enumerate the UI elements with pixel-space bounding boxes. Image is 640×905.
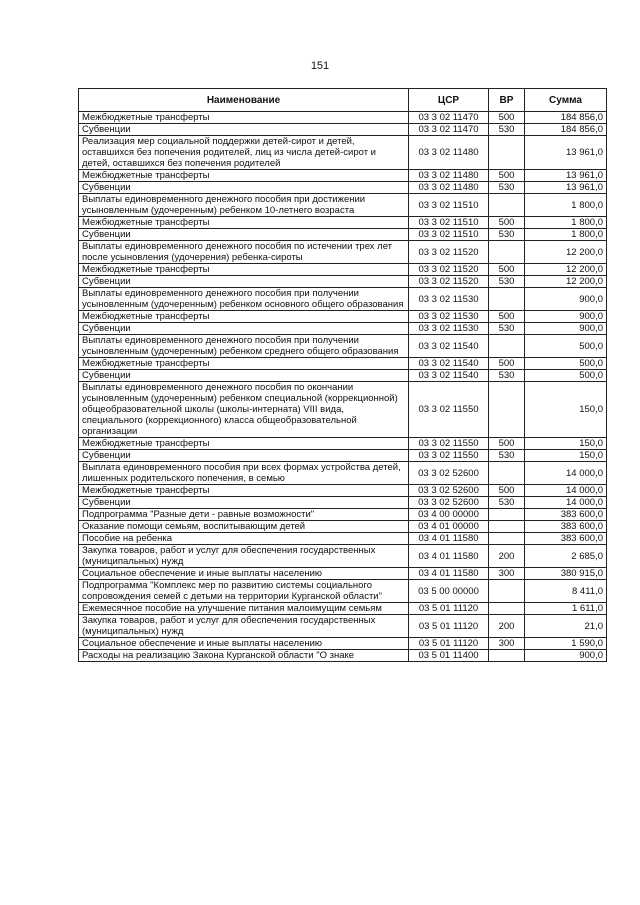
csr-cell: 03 4 01 00000 [409, 521, 489, 533]
csr-cell: 03 3 02 11540 [409, 358, 489, 370]
name-cell: Ежемесячное пособие на улучшение питания малоимущим семьям [79, 603, 409, 615]
table-row [79, 533, 607, 545]
name-cell: Закупка товаров, работ и услуг для обеспечения государственных (муниципальных) нужд [79, 615, 409, 638]
name-cell: Субвенции [79, 124, 409, 136]
vr-cell [489, 194, 525, 217]
sum-cell: 1 590,0 [525, 638, 607, 650]
csr-cell: 03 4 00 00000 [409, 509, 489, 521]
vr-cell: 530 [489, 450, 525, 462]
csr-cell: 03 3 02 52600 [409, 485, 489, 497]
vr-cell [489, 382, 525, 438]
sum-cell: 380 915,0 [525, 568, 607, 580]
table-row [79, 112, 607, 124]
sum-cell: 12 200,0 [525, 276, 607, 288]
table-row [79, 182, 607, 194]
name-cell: Межбюджетные трансферты [79, 438, 409, 450]
sum-cell: 383 600,0 [525, 533, 607, 545]
vr-cell: 500 [489, 217, 525, 229]
table-row [79, 603, 607, 615]
sum-cell: 1 800,0 [525, 217, 607, 229]
sum-cell: 14 000,0 [525, 485, 607, 497]
table-row [79, 521, 607, 533]
csr-cell: 03 3 02 11520 [409, 276, 489, 288]
vr-cell: 500 [489, 485, 525, 497]
csr-cell: 03 5 01 11120 [409, 603, 489, 615]
header-name: Наименование [79, 89, 409, 112]
table-header-row [79, 89, 607, 112]
csr-cell: 03 3 02 11530 [409, 288, 489, 311]
sum-cell: 14 000,0 [525, 462, 607, 485]
vr-cell: 300 [489, 638, 525, 650]
vr-cell: 500 [489, 438, 525, 450]
sum-cell: 184 856,0 [525, 124, 607, 136]
sum-cell: 150,0 [525, 438, 607, 450]
name-cell: Межбюджетные трансферты [79, 485, 409, 497]
vr-cell: 500 [489, 264, 525, 276]
header-vr: ВР [489, 89, 525, 112]
header-csr: ЦСР [409, 89, 489, 112]
table-row [79, 229, 607, 241]
name-cell: Субвенции [79, 229, 409, 241]
csr-cell: 03 3 02 11480 [409, 136, 489, 170]
sum-cell: 900,0 [525, 650, 607, 662]
sum-cell: 13 961,0 [525, 136, 607, 170]
name-cell: Выплаты единовременного денежного пособия при получении усыновленным (удочеренным) ребенком основного общего образования [79, 288, 409, 311]
budget-table [78, 88, 607, 662]
csr-cell: 03 3 02 11520 [409, 241, 489, 264]
table-row [79, 638, 607, 650]
table-row [79, 170, 607, 182]
table-row [79, 370, 607, 382]
vr-cell [489, 509, 525, 521]
table-row [79, 323, 607, 335]
sum-cell: 900,0 [525, 311, 607, 323]
csr-cell: 03 3 02 11540 [409, 335, 489, 358]
vr-cell [489, 603, 525, 615]
csr-cell: 03 3 02 11550 [409, 382, 489, 438]
csr-cell: 03 3 02 11470 [409, 124, 489, 136]
name-cell: Межбюджетные трансферты [79, 311, 409, 323]
sum-cell: 184 856,0 [525, 112, 607, 124]
table-row [79, 241, 607, 264]
name-cell: Выплаты единовременного денежного пособия по окончании усыновленным (удочеренным) ребенком специальной (коррекционной) общеобразовательной школы (школы-интерната) VIII вида, специального (коррекционного) класса общеобразовательной организации [79, 382, 409, 438]
vr-cell: 530 [489, 497, 525, 509]
vr-cell: 530 [489, 124, 525, 136]
csr-cell: 03 5 00 00000 [409, 580, 489, 603]
name-cell: Закупка товаров, работ и услуг для обеспечения государственных (муниципальных) нужд [79, 545, 409, 568]
name-cell: Реализация мер социальной поддержки детей-сирот и детей, оставшихся без попечения родителей, лиц из числа детей-сирот и детей, оставшихся без попечения родителей [79, 136, 409, 170]
sum-cell: 500,0 [525, 358, 607, 370]
vr-cell: 500 [489, 311, 525, 323]
table-row [79, 580, 607, 603]
vr-cell: 300 [489, 568, 525, 580]
sum-cell: 150,0 [525, 382, 607, 438]
csr-cell: 03 3 02 11530 [409, 311, 489, 323]
table-row [79, 650, 607, 662]
name-cell: Социальное обеспечение и иные выплаты населению [79, 568, 409, 580]
name-cell: Межбюджетные трансферты [79, 112, 409, 124]
page-number: 151 [310, 60, 330, 72]
table-row [79, 615, 607, 638]
table-row [79, 509, 607, 521]
sum-cell: 150,0 [525, 450, 607, 462]
table-row [79, 382, 607, 438]
csr-cell: 03 3 02 11540 [409, 370, 489, 382]
csr-cell: 03 4 01 11580 [409, 545, 489, 568]
csr-cell: 03 3 02 11550 [409, 450, 489, 462]
vr-cell [489, 533, 525, 545]
sum-cell: 383 600,0 [525, 521, 607, 533]
csr-cell: 03 4 01 11580 [409, 568, 489, 580]
csr-cell: 03 5 01 11120 [409, 615, 489, 638]
name-cell: Выплаты единовременного денежного пособия по истечении трех лет после усыновления (удочерения) ребенка-сироты [79, 241, 409, 264]
vr-cell: 530 [489, 182, 525, 194]
table-row [79, 264, 607, 276]
table-row [79, 136, 607, 170]
vr-cell: 500 [489, 358, 525, 370]
csr-cell: 03 3 02 11470 [409, 112, 489, 124]
csr-cell: 03 5 01 11400 [409, 650, 489, 662]
sum-cell: 900,0 [525, 323, 607, 335]
sum-cell: 500,0 [525, 335, 607, 358]
name-cell: Субвенции [79, 497, 409, 509]
table-row [79, 438, 607, 450]
sum-cell: 2 685,0 [525, 545, 607, 568]
vr-cell [489, 136, 525, 170]
sum-cell: 900,0 [525, 288, 607, 311]
table-row [79, 217, 607, 229]
csr-cell: 03 3 02 52600 [409, 497, 489, 509]
csr-cell: 03 3 02 11510 [409, 217, 489, 229]
vr-cell: 500 [489, 170, 525, 182]
vr-cell: 200 [489, 615, 525, 638]
table-row [79, 545, 607, 568]
vr-cell [489, 288, 525, 311]
name-cell: Субвенции [79, 370, 409, 382]
table-row [79, 288, 607, 311]
sum-cell: 383 600,0 [525, 509, 607, 521]
table-row [79, 276, 607, 288]
csr-cell: 03 4 01 11580 [409, 533, 489, 545]
vr-cell [489, 241, 525, 264]
name-cell: Субвенции [79, 182, 409, 194]
table-row [79, 335, 607, 358]
vr-cell [489, 521, 525, 533]
name-cell: Расходы на реализацию Закона Курганской области "О знаке [79, 650, 409, 662]
csr-cell: 03 3 02 11510 [409, 194, 489, 217]
sum-cell: 500,0 [525, 370, 607, 382]
sum-cell: 1 800,0 [525, 194, 607, 217]
name-cell: Оказание помощи семьям, воспитывающим детей [79, 521, 409, 533]
name-cell: Подпрограмма "Разные дети - равные возможности" [79, 509, 409, 521]
table-row [79, 358, 607, 370]
sum-cell: 1 800,0 [525, 229, 607, 241]
sum-cell: 13 961,0 [525, 170, 607, 182]
csr-cell: 03 3 02 11530 [409, 323, 489, 335]
table-row [79, 568, 607, 580]
sum-cell: 13 961,0 [525, 182, 607, 194]
table-row [79, 194, 607, 217]
sum-cell: 12 200,0 [525, 241, 607, 264]
name-cell: Подпрограмма "Комплекс мер по развитию системы социального сопровождения семей с детьми на территории Курганской области" [79, 580, 409, 603]
name-cell: Субвенции [79, 276, 409, 288]
table-row [79, 497, 607, 509]
name-cell: Социальное обеспечение и иные выплаты населению [79, 638, 409, 650]
table-row [79, 485, 607, 497]
vr-cell [489, 650, 525, 662]
table-row [79, 311, 607, 323]
csr-cell: 03 3 02 11510 [409, 229, 489, 241]
name-cell: Выплаты единовременного денежного пособия при получении усыновленным (удочеренным) ребенком среднего общего образования [79, 335, 409, 358]
name-cell: Межбюджетные трансферты [79, 264, 409, 276]
name-cell: Пособие на ребенка [79, 533, 409, 545]
table-body [79, 112, 607, 662]
csr-cell: 03 3 02 52600 [409, 462, 489, 485]
name-cell: Выплата единовременного пособия при всех формах устройства детей, лишенных родительского попечения, в семью [79, 462, 409, 485]
name-cell: Межбюджетные трансферты [79, 170, 409, 182]
sum-cell: 8 411,0 [525, 580, 607, 603]
vr-cell: 530 [489, 370, 525, 382]
table-row [79, 450, 607, 462]
name-cell: Субвенции [79, 450, 409, 462]
vr-cell [489, 580, 525, 603]
vr-cell [489, 335, 525, 358]
vr-cell: 500 [489, 112, 525, 124]
csr-cell: 03 3 02 11480 [409, 182, 489, 194]
vr-cell: 530 [489, 323, 525, 335]
name-cell: Межбюджетные трансферты [79, 358, 409, 370]
header-sum: Сумма [525, 89, 607, 112]
sum-cell: 14 000,0 [525, 497, 607, 509]
table-row [79, 124, 607, 136]
vr-cell: 530 [489, 276, 525, 288]
name-cell: Субвенции [79, 323, 409, 335]
csr-cell: 03 5 01 11120 [409, 638, 489, 650]
csr-cell: 03 3 02 11520 [409, 264, 489, 276]
csr-cell: 03 3 02 11480 [409, 170, 489, 182]
vr-cell: 530 [489, 229, 525, 241]
vr-cell: 200 [489, 545, 525, 568]
csr-cell: 03 3 02 11550 [409, 438, 489, 450]
sum-cell: 1 611,0 [525, 603, 607, 615]
sum-cell: 12 200,0 [525, 264, 607, 276]
sum-cell: 21,0 [525, 615, 607, 638]
name-cell: Межбюджетные трансферты [79, 217, 409, 229]
table-row [79, 462, 607, 485]
vr-cell [489, 462, 525, 485]
name-cell: Выплаты единовременного денежного пособия при достижении усыновленным (удочеренным) ребенком 10-летнего возраста [79, 194, 409, 217]
